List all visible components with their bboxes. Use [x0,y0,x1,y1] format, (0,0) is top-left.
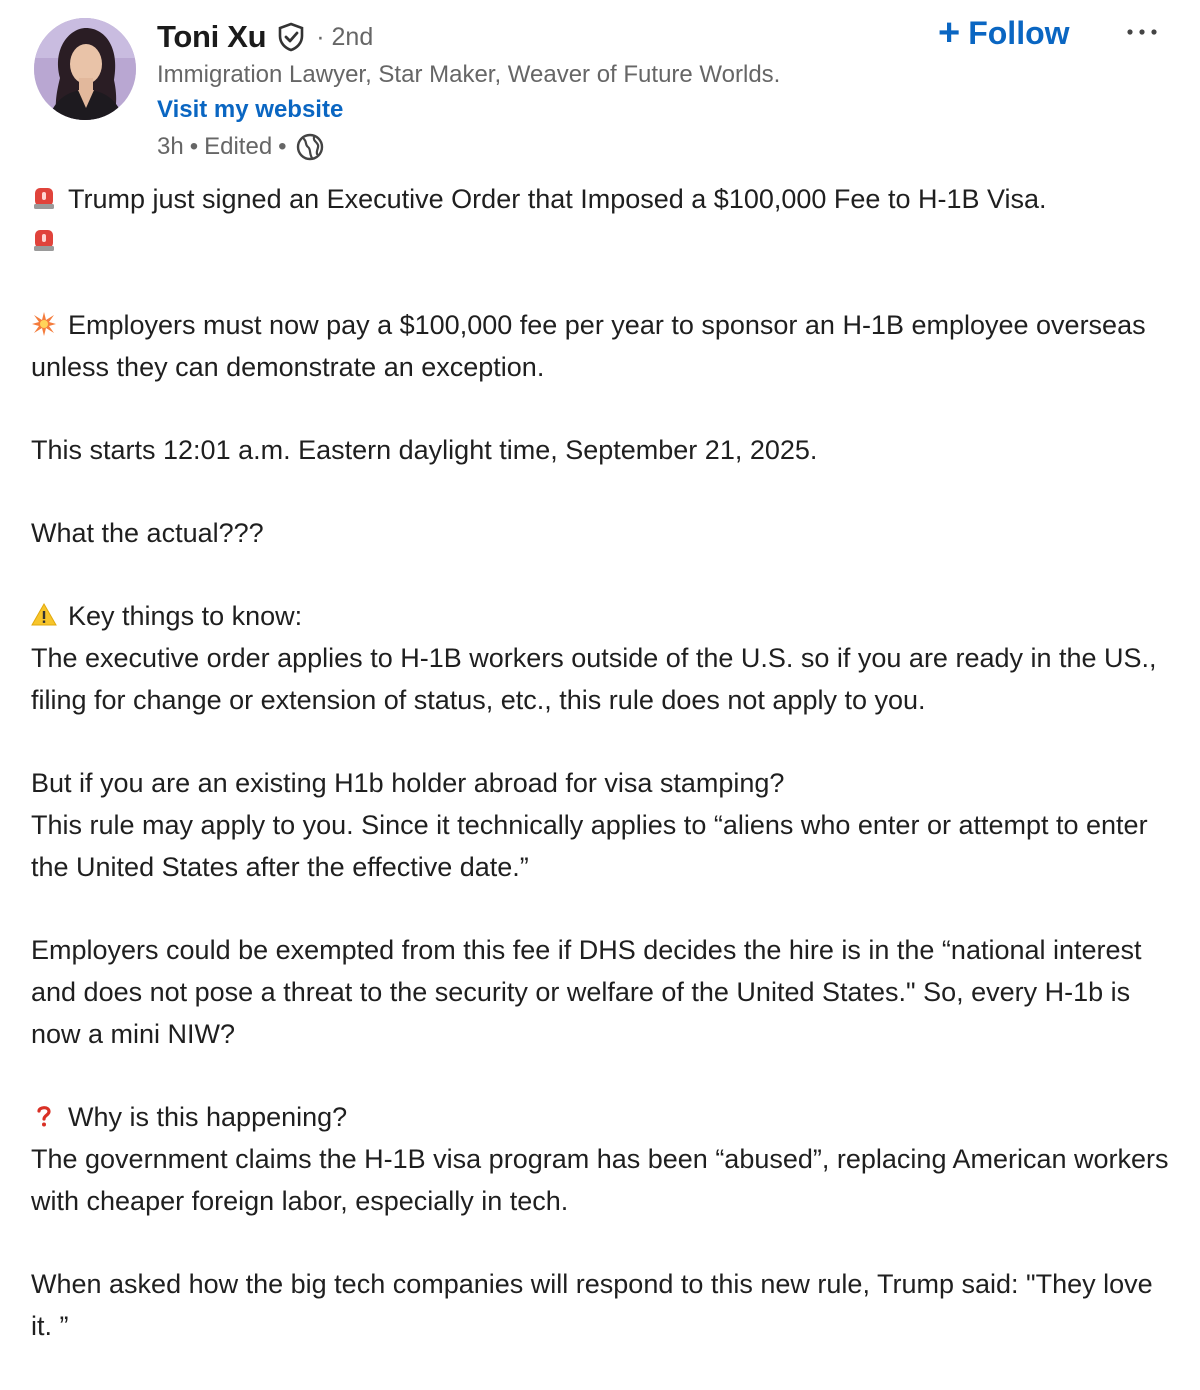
post-paragraph-4: What the actual??? [31,518,264,548]
paragraph-text: But if you are an existing H1b holder abroad for visa stamping? [31,768,785,798]
degree-label: 2nd [331,22,374,51]
post-paragraph-9: When asked how the big tech companies will respond to this new rule, Trump said: "They love it. ” [31,1269,1153,1341]
more-options-button[interactable] [1120,14,1164,50]
visit-website-link[interactable]: Visit my website [157,96,344,123]
post-header [0,0,1200,170]
name-row [157,16,780,58]
ellipsis-icon [1120,14,1164,50]
warning-emoji [31,598,57,624]
post-paragraph-8 [31,1096,1171,1222]
plus-icon: + [938,12,961,54]
post-meta [157,128,780,166]
author-headline: Immigration Lawyer, Star Maker, Weaver of Future Worlds. [157,61,781,88]
edited-label: Edited [204,133,273,160]
connection-degree: · 2nd [316,22,374,51]
post-paragraph-2 [31,304,1171,388]
author-name[interactable]: Toni Xu [157,19,267,54]
avatar[interactable] [34,18,136,120]
paragraph-text: Employers must now pay a $100,000 fee per year to sponsor an H-1B employee overseas unless they can demonstrate an exception. [31,310,1146,382]
emoji-line [31,220,1171,262]
verified-shield-icon [276,22,306,52]
post-paragraph-5 [31,595,1171,721]
paragraph-text: The government claims the H-1B visa program has been “abused”, replacing American workers with cheaper foreign labor, especially in tech. [31,1144,1169,1216]
follow-button[interactable] [938,8,1070,58]
author-block [157,16,780,166]
post-time: 3h [157,133,184,160]
section-heading: Why is this happening? [68,1102,348,1132]
section-heading: Key things to know: [68,601,303,631]
paragraph-text: This rule may apply to you. Since it technically applies to “aliens who enter or attempt to enter the United States after the effective date.” [31,810,1148,882]
red-question-emoji [31,1099,57,1125]
collision-emoji [31,307,57,333]
paragraph-text: The executive order applies to H-1B workers outside of the U.S. so if you are ready in the US., filing for change or extension of status, etc., this rule does not apply to you. [31,643,1157,715]
paragraph-text: Trump just signed an Executive Order that Imposed a $100,000 Fee to H-1B Visa. [68,184,1047,214]
siren-emoji [31,223,57,249]
profile-photo [34,18,136,120]
meta-separator: • [278,133,287,160]
post-paragraph-7: Employers could be exempted from this fee if DHS decides the hire is in the “national interest and does not pose a threat to the security or welfare of the United States." So, every H-1b is now a mini NIW? [31,935,1142,1049]
follow-label: Follow [968,14,1070,51]
meta-separator: • [189,133,199,160]
post-body [31,178,1171,1388]
siren-emoji [31,181,57,207]
post-paragraph-1 [31,178,1171,262]
post-paragraph-3: This starts 12:01 a.m. Eastern daylight time, September 21, 2025. [31,435,818,465]
post-paragraph-6 [31,762,1171,888]
globe-icon [295,132,325,162]
